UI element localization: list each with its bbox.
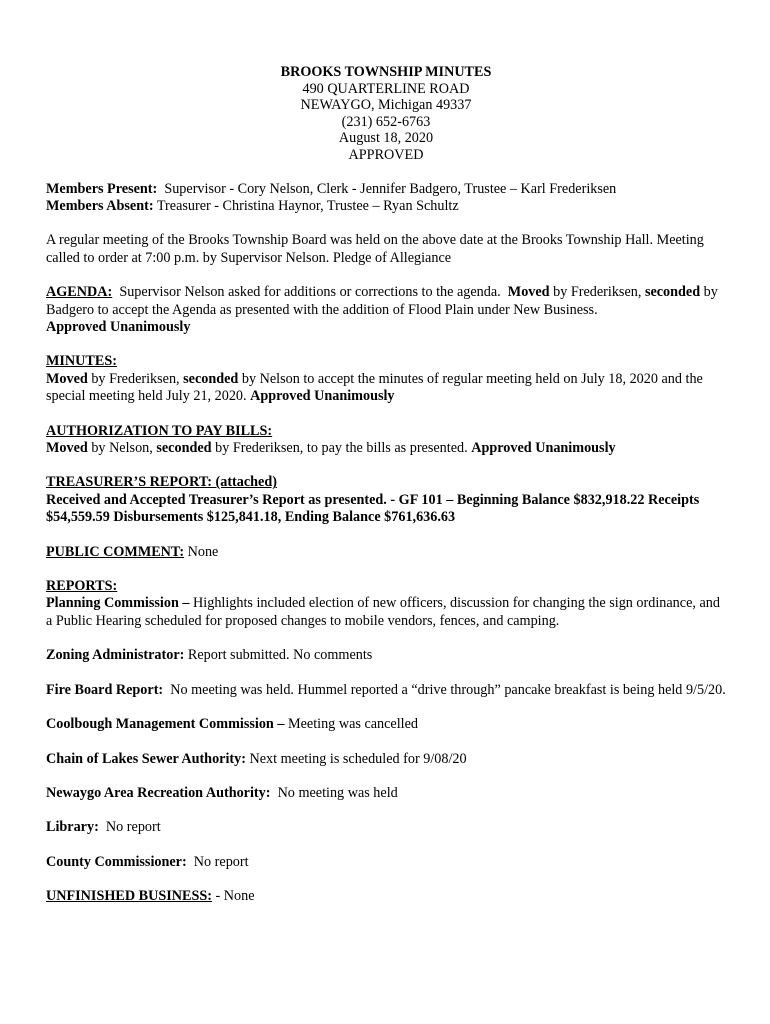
bills-text-1: by Nelson, [91,440,153,457]
document-header [46,64,726,164]
bills-seconded: seconded [156,440,212,457]
treasurer-heading: TREASURER’S REPORT: (attached) [46,474,277,491]
public-comment-text: None [187,543,219,560]
header-status: APPROVED [348,146,424,163]
members-absent-text: Treasurer - Christina Haynor, Trustee – Ryan Schultz [156,197,459,214]
reports-coolbough [46,716,726,733]
reports-chain [46,751,726,768]
reports-zoning [46,647,726,664]
members-absent-label: Members Absent: [46,197,154,214]
members-section [46,181,726,216]
county-label: County Commissioner: [46,853,187,870]
header-date: August 18, 2020 [338,130,434,147]
minutes-approved: Approved Unanimously [250,388,395,405]
minutes-heading: MINUTES: [46,353,117,370]
agenda-section [46,284,726,336]
agenda-text-3: by Badgero to accept the Agenda as presented with the addition of Flood Plain under New Business. [46,284,718,318]
zoning-label: Zoning Administrator: [46,647,185,664]
planning-label: Planning Commission – [46,595,190,612]
coolbough-text: Meeting was cancelled [288,716,418,733]
chain-text: Next meeting is scheduled for 9/08/20 [249,750,467,767]
reports-fire [46,682,726,699]
bills-section [46,423,726,458]
fire-label: Fire Board Report: [46,681,164,698]
agenda-seconded: seconded [644,284,701,301]
agenda-text-2: by Frederiksen, [553,284,642,301]
agenda-approved: Approved Unanimously [46,319,191,335]
county-text: No report [193,853,249,870]
reports-county [46,854,726,871]
treasurer-text: Received and Accepted Treasurer’s Report as presented. - GF 101 – Beginning Balance $832,918.22 Receipts $54,559.59 Disbursements $125,841.18, Ending Balance $761,636.63 [46,491,700,526]
public-comment-section [46,544,726,561]
newaygo-label: Newaygo Area Recreation Authority: [46,784,271,801]
bills-approved: Approved Unanimously [471,440,616,457]
newaygo-text: No meeting was held [277,784,398,801]
reports-library [46,819,726,836]
agenda-heading: AGENDA: [46,284,113,301]
reports-newaygo [46,785,726,802]
document-title: BROOKS TOWNSHIP MINUTES [280,64,492,80]
agenda-moved: Moved [507,284,550,301]
intro-paragraph: A regular meeting of the Brooks Township Board was held on the above date at the Brooks Township Hall. Meeting called to order at 7:00 p.m. by Supervisor Nelson. Pledge of Allegiance [46,232,704,266]
reports-planning [46,578,726,630]
header-city: NEWAYGO, Michigan 49337 [300,97,472,114]
zoning-text: Report submitted. No comments [187,647,373,664]
reports-heading: REPORTS: [46,578,118,595]
treasurer-section [46,474,726,526]
library-label: Library: [46,819,99,836]
bills-heading: AUTHORIZATION TO PAY BILLS: [46,422,273,439]
minutes-seconded: seconded [183,370,239,387]
bills-text-2: by Frederiksen, to pay the bills as presented. [215,440,468,457]
agenda-text-1: Supervisor Nelson asked for additions or corrections to the agenda. [119,284,501,301]
unfinished-heading: UNFINISHED BUSINESS: [46,888,212,905]
unfinished-text: - None [215,888,255,905]
minutes-text-1: by Frederiksen, [91,370,180,387]
header-phone: (231) 652-6763 [341,113,431,130]
bills-moved: Moved [46,440,88,457]
planning-text: Highlights included election of new officers, discussion for changing the sign ordinance, and a Public Hearing scheduled for proposed changes to mobile vendors, fences, and camping. [46,595,720,629]
coolbough-label: Coolbough Management Commission – [46,716,285,733]
library-text: No report [105,819,161,836]
unfinished-section [46,888,726,905]
fire-text: No meeting was held. Hummel reported a “drive through” pancake breakfast is being held 9/5/20. [170,681,726,698]
public-comment-heading: PUBLIC COMMENT: [46,543,185,560]
minutes-text-2: by Nelson to accept the minutes of regular meeting held on July 18, 2020 and the special meeting held July 21, 2020. [46,370,703,405]
members-present-text: Supervisor - Cory Nelson, Clerk - Jennifer Badgero, Trustee – Karl Frederiksen [164,180,617,197]
chain-label: Chain of Lakes Sewer Authority: [46,750,246,767]
minutes-moved: Moved [46,370,88,387]
members-present-label: Members Present: [46,180,158,197]
header-address: 490 QUARTERLINE ROAD [302,80,470,97]
minutes-section [46,353,726,405]
